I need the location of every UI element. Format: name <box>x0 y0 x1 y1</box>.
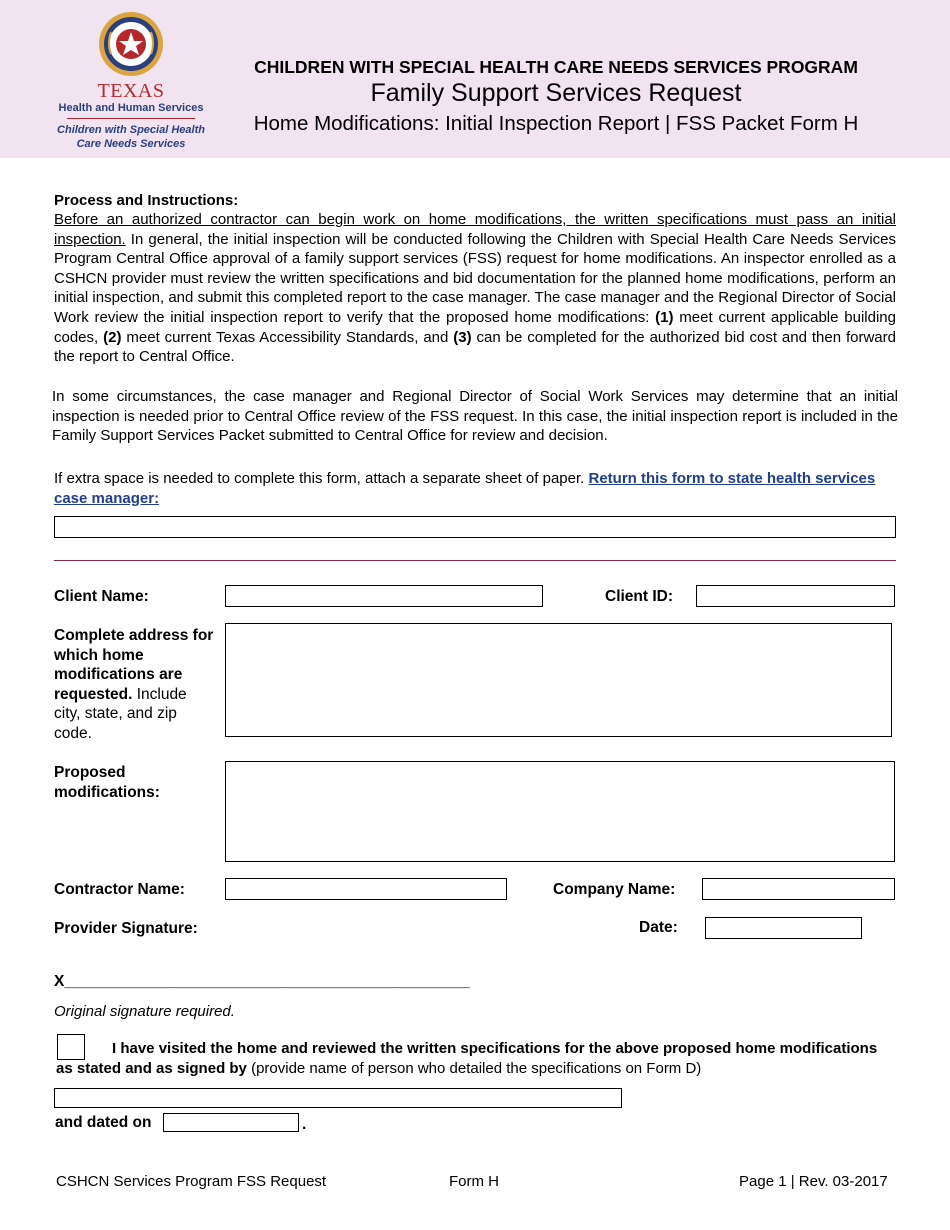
logo-program-line1: Children with Special Health <box>57 124 205 136</box>
section-divider <box>54 560 896 561</box>
provider-signature-label: Provider Signature: <box>54 920 198 937</box>
logo-texas-text: TEXAS <box>97 80 165 102</box>
return-to-input[interactable] <box>54 516 896 538</box>
texas-seal-icon <box>97 10 165 78</box>
instructions-underlined-a: Before an authorized contractor can begin work on home modifications, the written specifications must pass an initial <box>54 211 896 228</box>
signature-note: Original signature required. <box>54 1003 235 1020</box>
extra-space-note: If extra space is needed to complete this form, attach a separate sheet of paper. <box>54 470 589 487</box>
program-name: CHILDREN WITH SPECIAL HEALTH CARE NEEDS SERVICES PROGRAM <box>254 57 858 77</box>
dated-on-label: and dated on <box>55 1114 152 1131</box>
criterion-3-number: (3) <box>453 328 472 346</box>
criterion-1-text: meet current applicable building codes, <box>54 308 896 346</box>
dated-on-input[interactable] <box>163 1113 299 1132</box>
client-name-input[interactable] <box>225 585 543 607</box>
texas-hhs-logo <box>50 10 212 155</box>
company-name-input[interactable] <box>702 878 895 900</box>
client-name-label: Client Name: <box>54 588 149 605</box>
footer-page-revision: Page 1 | Rev. 03-2017 <box>739 1173 888 1190</box>
criterion-3-text: can be completed for the authorized bid cost and then forward the report to Central Office. <box>54 328 896 366</box>
address-label-note: Include city, state, and zip code. <box>54 685 187 742</box>
address-textarea[interactable] <box>225 623 892 737</box>
instructions-underlined-b: inspection. <box>54 230 126 248</box>
attestation-statement <box>56 1039 896 1078</box>
instructions-heading: Process and Instructions: <box>54 192 239 209</box>
footer-program: CSHCN Services Program FSS Request <box>56 1173 327 1190</box>
proposed-modifications-textarea[interactable] <box>225 761 895 862</box>
specification-author-input[interactable] <box>54 1088 622 1108</box>
page-subtitle: Home Modifications: Initial Inspection Report | FSS Packet Form H <box>253 112 859 135</box>
page-title: Family Support Services Request <box>370 79 742 107</box>
signature-line[interactable]: X_______________________________________________ <box>54 973 470 990</box>
client-id-input[interactable] <box>696 585 895 607</box>
attestation-normal-text: (provide name of person who detailed the specifications on Form D) <box>246 1059 702 1077</box>
instructions-paragraph-3 <box>54 469 896 508</box>
proposed-modifications-label: Proposed modifications: <box>54 764 160 801</box>
criterion-1-number: (1) <box>655 308 674 326</box>
contractor-name-label: Contractor Name: <box>54 881 185 898</box>
dated-on-period: . <box>302 1116 307 1133</box>
instructions-paragraph-1 <box>54 210 896 367</box>
contractor-name-input[interactable] <box>225 878 507 900</box>
logo-program-line2: Care Needs Services <box>76 138 186 150</box>
logo-agency-text: Health and Human Services <box>58 102 204 114</box>
return-to-case-manager-link[interactable]: Return this form to state health services case manager: <box>54 470 876 507</box>
instructions-paragraph-2: In some circumstances, the case manager and Regional Director of Social Work Services may determine that an initial inspection is needed prior to Central Office review of the FSS request. In this case, the initial inspection report is included in the Family Support Services Packet submitted to Central Office for review and decision. <box>52 388 898 445</box>
address-label-bold: Complete address for which home modifications are requested. <box>54 627 214 703</box>
criterion-2-text: meet current Texas Accessibility Standards, and <box>121 328 454 346</box>
footer-form: Form H <box>449 1173 499 1190</box>
client-id-label: Client ID: <box>605 588 674 605</box>
instructions-body: In general, the initial inspection will be conducted following the Children with Special Health Care Needs Services Program Central Office approval of a family support services (FSS) request for home modifications. An inspector enrolled as a CSHCN provider must review the written specifications and bid documentation for the planned home modifications, perform an initial inspection, and submit this completed report to the case manager. The case manager and the Regional Director of Social Work review the initial inspection report to verify that the proposed home modifications: <box>54 230 896 326</box>
criterion-2-number: (2) <box>103 328 122 346</box>
logo-divider <box>67 118 195 119</box>
attestation-bold-text: I have visited the home and reviewed the written specifications for the above proposed home modifications as stated and as signed by <box>56 1040 878 1077</box>
company-name-label: Company Name: <box>553 881 676 898</box>
date-input[interactable] <box>705 917 862 939</box>
date-label: Date: <box>639 919 678 936</box>
address-label <box>54 626 214 744</box>
